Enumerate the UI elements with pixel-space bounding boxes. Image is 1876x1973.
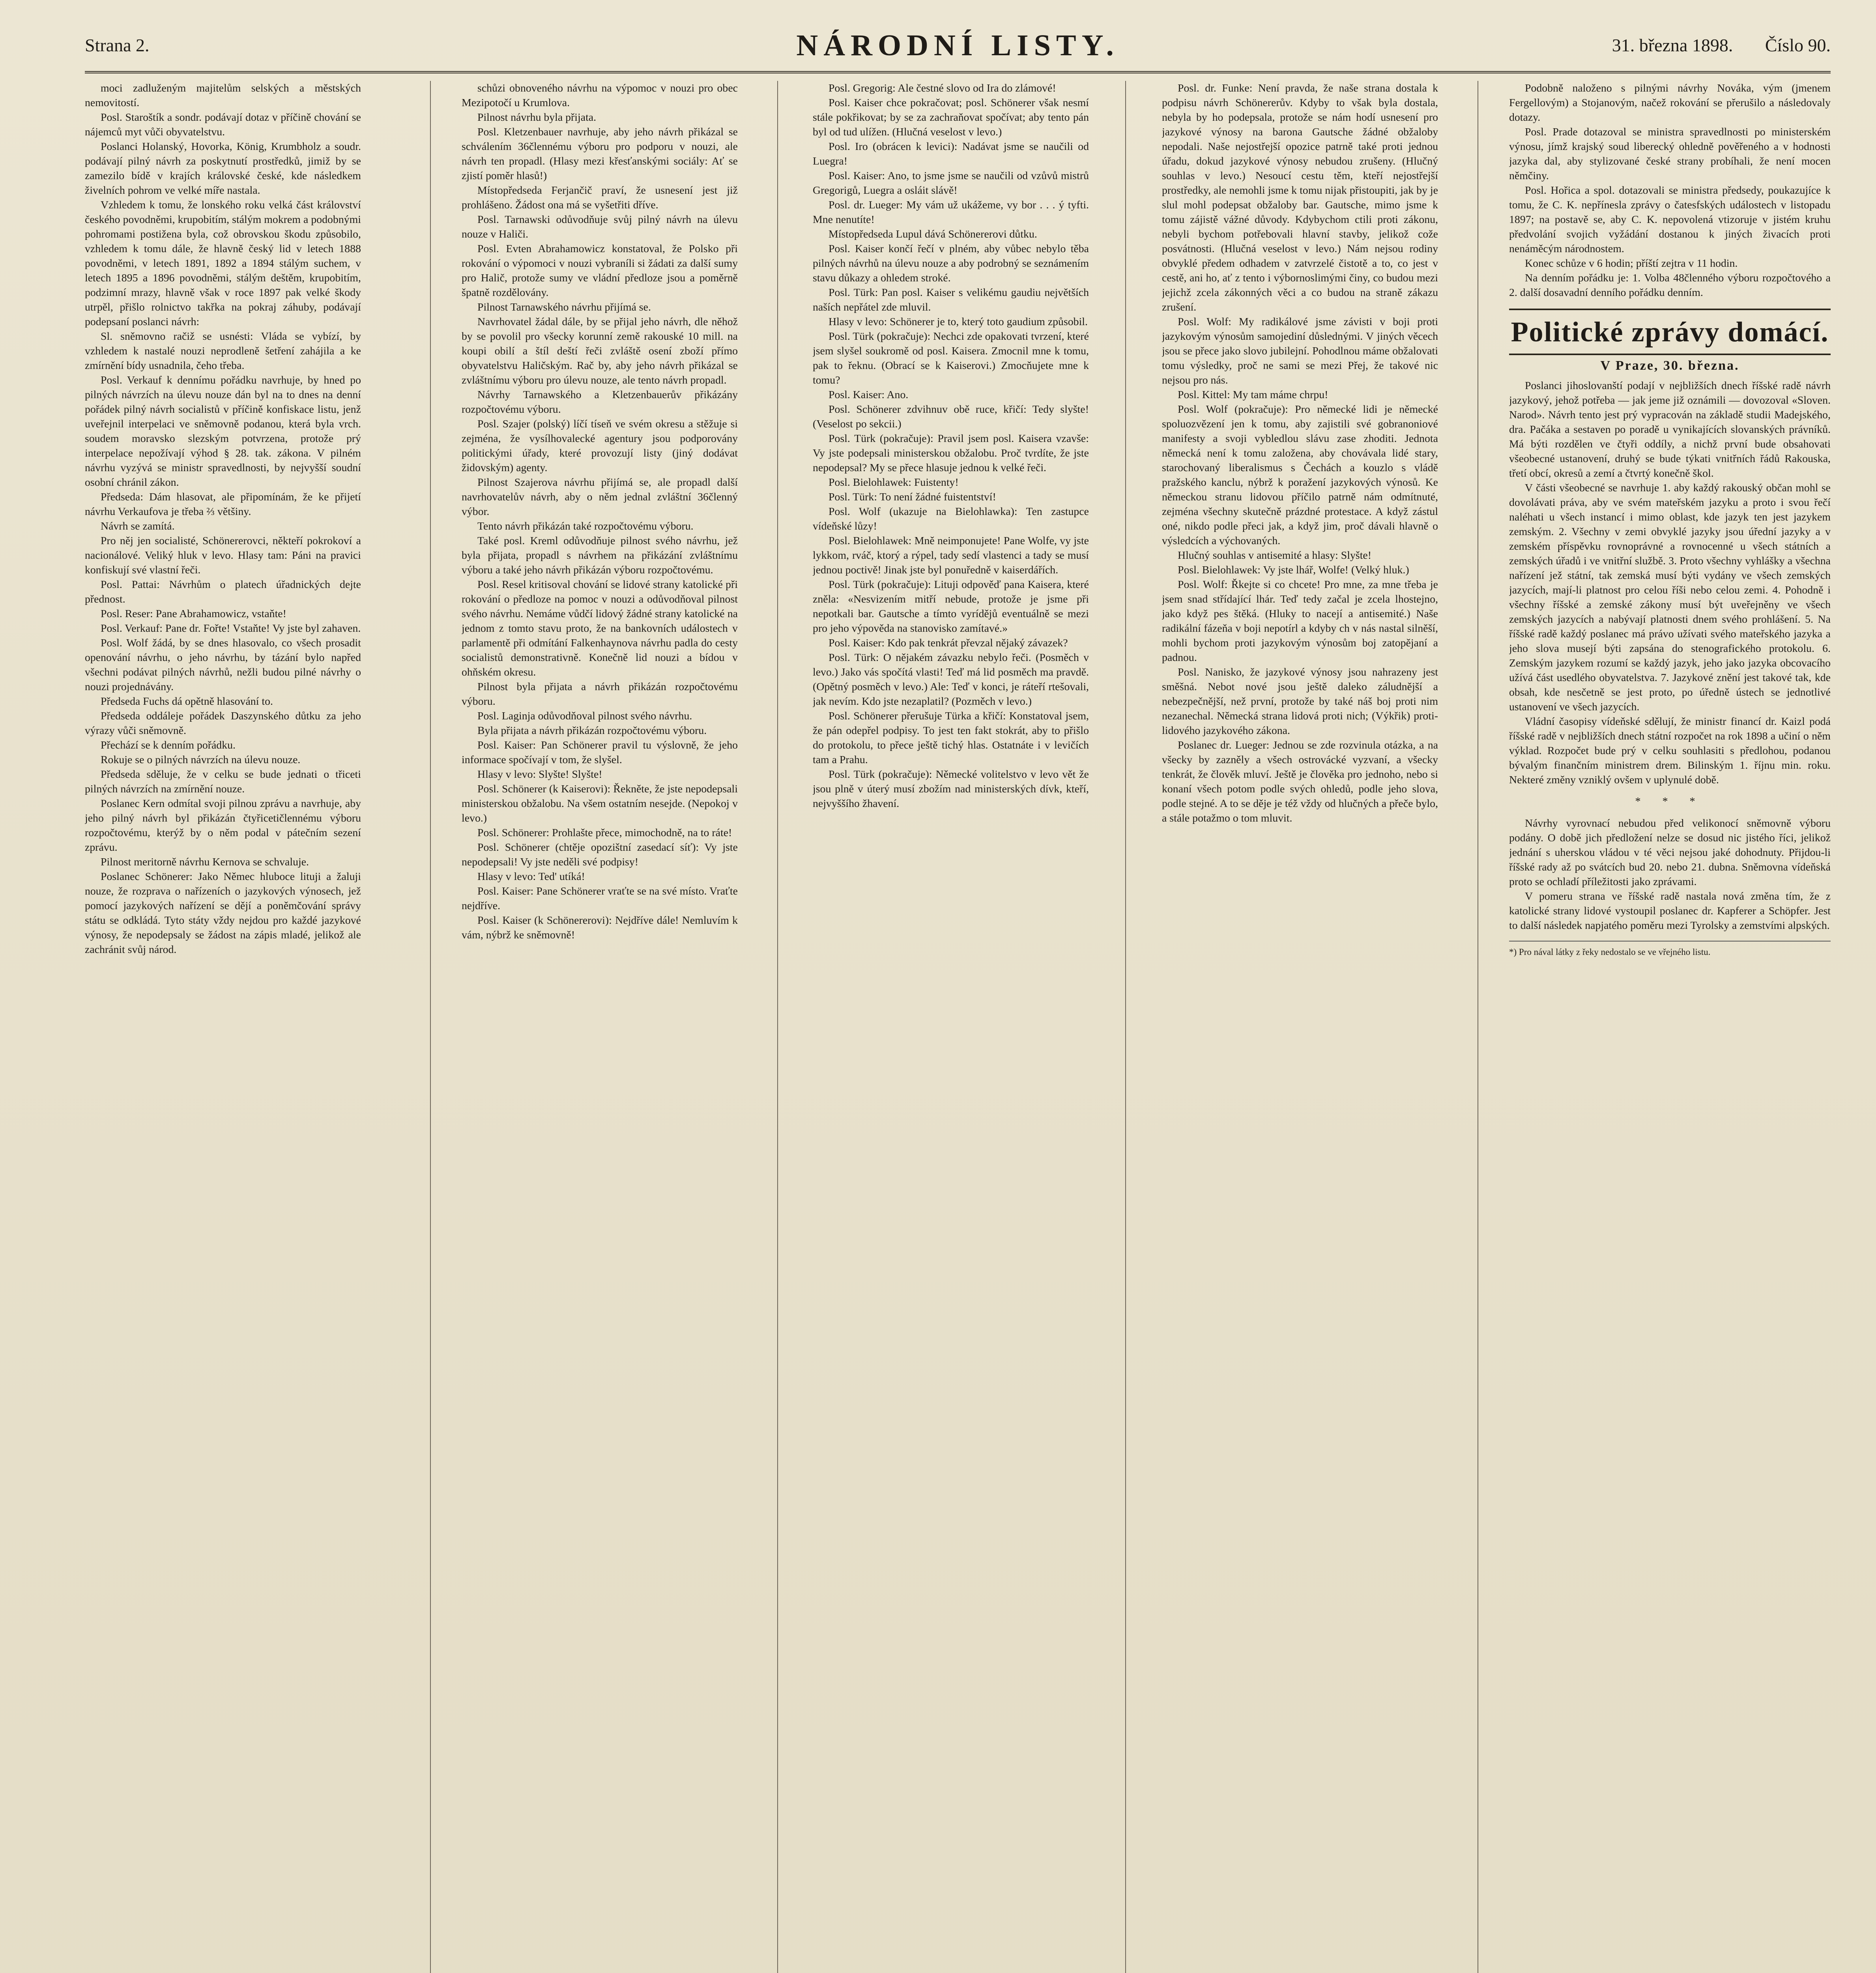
article-paragraph: Podobně naloženo s pilnými návrhy Nováka, vým (jmenem Fergellovým) a Stojanovým, načež rokování se přerušilo a následovaly dotazy. [1509,82,1831,124]
article-paragraph: Navrhovatel žádal dále, by se přijal jeho návrh, dle něhož by se povolil pro všecky korunní země rakouské 10 mill. na koupi obilí a štíl deští řeči zvláště osení zboží přímo obyvatelstvu Haličským. Rač by, aby jeho návrh přikázal se zvláštnímu výboru pro úlevu nouze, ale tento návrh propadl. [462,316,738,386]
section-heading: Politické zprávy domácí. [1509,309,1831,355]
article-paragraph: Hlasy v levo: Schönerer je to, který toto gaudium způsobil. [829,316,1088,328]
article-paragraph: Rokuje se o pilných návrzích na úlevu nouze. [101,754,301,766]
article-paragraph: Pro něj jen socialisté, Schönererovci, někteří pokrokoví a nacionálové. Veliký hluk v levo. Hlasy tam: Páni na pravici konfiskují své vlastní řeči. [85,535,361,576]
article-paragraph: Posl. Evten Abrahamowicz konstatoval, že Polsko při rokování o výpomoci v nouzi vybraníli si žádati za další sumy pro Halič, protože sumy ve vládní předloze jsou a poměrně špatně rozdělovány. [462,243,738,299]
article-paragraph: Posl. Schönerer zdvihnuv obě ruce, křičí: Tedy slyšte! (Veselost po sekcii.) [813,403,1089,430]
column-5 [1509,81,1831,1973]
article-paragraph: Místopředseda Lupul dává Schönererovi důtku. [829,228,1037,240]
article-paragraph: Posl. Kaiser (k Schönererovi): Nejdříve dále! Nemluvím k vám, nýbrž ke sněmovně! [462,914,738,941]
article-paragraph: Sl. sněmovno račiž se usnésti: Vláda se vybízí, by vzhledem k nastalé nouzi neprodleně šetření zahájila a ke zmírnění bídy usnadnila, čeho třeba. [85,330,361,372]
page-label: Strana 2. [85,35,150,55]
article-paragraph: Posl. Türk (pokračuje): Pravil jsem posl. Kaisera vzavše: Vy jste podepsali ministerskou obžalobu. Proč tvrdíte, že jste nepodepsal? My se přece hlasuje jednou k velké řeči. [813,432,1089,474]
article-paragraph: Posl. Iro (obrácen k levici): Nadávat jsme se naučili od Luegra! [813,140,1089,167]
article-paragraph: Posl. Schönerer: Prohlašte přece, mimochodně, na to ráte! [477,827,732,839]
column-2 [462,81,738,1973]
article-paragraph: Posl. Wolf (pokračuje): Pro německé lidi je německé spoluozvězení jen k tomu, aby zajistili své gobranoniové manifesty a svoji vybledlou slávu zase zhoditi. Jednota německá není k tomu založena, aby chovávala lidé stary, starochovaný liberalismus s Čechách a kouzlo s vládě pražského kanclu, nýbrž k poražení jazykových výnosů. Ke německou stranu lidovou příčilo patrně nám odmítnuté, zejména všechny skutečně prázdné protestace. A když zástul oné, nikdo podle přeci jak, a když jim, proč dávali hlavně o výsledcích a výchovaných. [1162,403,1438,547]
article-paragraph: Předseda Fuchs dá opětně hlasování to. [101,695,273,708]
article-paragraph: Posl. Kletzenbauer navrhuje, aby jeho návrh přikázal se schválením 36člennému výboru pro podporu v nouzi, ale návrh ten propadl. (Hlasy mezi křesťanskými sociály: Ať se zjistí poměr hlasů!) [462,126,738,182]
article-paragraph: Poslanec dr. Lueger: Jednou se zde rozvinula otázka, a na všecky by zazněly a všech ostrovácké vyzvaní, a všecky tenkrát, že člověk mluví. Ještě je člověka pro jednoho, nebo si konaní všech potom podle svých ohledů, podle jeho slova, podle stejné. A to se děje je též vždy od hlučných a přeče bylo, a stále potažmo o tom mluvit. [1162,739,1438,824]
article-paragraph: V pomeru strana ve říšské radě nastala nová změna tím, že z katolické strany lidové vystoupil poslanec dr. Kapferer a Schöpfer. Jest to další následek napjatého poměru mezi Tyrolsky a zemstvími alpských. [1509,890,1831,932]
article-paragraph: Posl. Reser: Pane Abrahamowicz, vstaňte! [101,608,286,620]
article-paragraph: Místopředseda Ferjančič praví, že usnesení jest již prohlášeno. Žádost ona má se vyšetřiti dříve. [462,184,738,211]
column-1 [85,81,361,1973]
footnote: *) Pro nával látky z řeky nedostalo se ve vřejného listu. [1509,941,1831,959]
article-paragraph: Předseda oddáleje pořádek Daszynského důtku za jeho výrazy vůči sněmovně. [85,710,361,737]
article-paragraph: Posl. Tarnawski odůvodňuje svůj pilný návrh na úlevu nouze v Haliči. [462,213,738,240]
column-3 [813,81,1089,1973]
article-paragraph: Posl. Kittel: My tam máme chrpu! [1178,389,1328,401]
article-paragraph: Návrhy vyrovnací nebudou před velikonocí sněmovně výboru podány. O době jich předložení nelze se dosud nic jistého říci, jelikož jednání s uherskou vládou v té věci nejsou jaké dohodnuty. Přijdou-li říšské rady až po svátcích bud 20. nebo 21. dubna. Sněmovna vídeňská proto se ochladí příležitosti jako zprávami. [1509,817,1831,888]
article-paragraph: Posl. Gregorig: Ale čestné slovo od Ira do zlámové! [829,82,1056,94]
article-paragraph: Posl. Wolf: Řkejte si co chcete! Pro mne, za mne třeba je jsem snad střídající lhár. Teď tedy začal je zcela lhostejno, jako když pes štěká. (Hluky to nacejí a antisemité.) Naše radikální fázeňa v boji nepotírl a kdyby ch v nás nastal silněší, mohli bychom proti jazykovým výnosům boj zatopějaní a padnou. [1162,578,1438,664]
article-paragraph: moci zadluženým majitelům selských a městských nemovitostí. [85,82,361,109]
article-paragraph: Posl. Kaiser chce pokračovat; posl. Schönerer však nesmí stále pokřikovat; by se za zachraňovat spočívat; aby tento pán byl od tud ulížen. (Hlučná veselost v levo.) [813,97,1089,138]
article-paragraph: Posl. Prade dotazoval se ministra spravedlnosti po ministerském výnosu, jímž krajský soud liberecký ohledně pověřeného a v hodnosti jazyka dal, aby stylizované české strany probíhali, že není mocen němčiny. [1509,126,1831,182]
article-paragraph: Hlasy v levo: Ted' utíká! [477,870,585,883]
article-paragraph: Poslanec Kern odmítal svoji pilnou zprávu a navrhuje, aby jeho pilný návrh byl přikázán čtyřicetičlennému výboru rozpočtovému, kterýž by o něm podal v pátečním sezení zprávu. [85,797,361,854]
masthead [85,24,1831,73]
article-paragraph: Předseda sděluje, že v celku se bude jednati o třiceti pilných návrzích na zmírnění nouze. [85,768,361,795]
article-paragraph: Vzhledem k tomu, že lonského roku velká část království českého povodněmi, krupobitím, stálým mokrem a podobnými pohromami postižena byla, což obrovskou škodu způsobilo, vzhledem k tomu dále, že hlavně český lid v letech 1888 povodněmi, v letech 1891, 1892 a 1894 stálým suchem, v letech 1895 a 1896 povodněmi, stálým deštěm, krupobitím, podzimní mrazy, hlavně však v roce 1897 pak velké škody utrpěl, přišlo rolnictvo takřka na pokraj záhuby, podávají podepsaní poslanci návrh: [85,199,361,328]
article-paragraph: Posl. Kaiser: Ano. [829,389,909,401]
article-paragraph: Posl. Verkauf k dennímu pořádku navrhuje, by hned po pilných návrzích na úlevu nouze dán byl na to dnes na denní pořádek pilný návrh socialistů v příčině konfiskace listu, jenž uveřejnil interpelaci ve sněmovně podanou, která byla vrch. soudem moravsko slezským potvrzena, protože prý interpelace nepožívají výhod § 28. tak. zákona. V pilném návrhu vyzývá se ministr spravedlnosti, by nejvyšší soudní osobní chránil zákon. [85,374,361,489]
column-rule [1125,81,1126,1973]
article-paragraph: Vládní časopisy vídeňské sdělují, že ministr financí dr. Kaizl podá říšské radě v nejbližších dnech státní rozpočet na rok 1898 a učiní o něm výklad. Rozpočet bude prý v celku souhlasiti s předlohou, podanou bývalým finančním ministrem drem. Bilinským 1. říjnu min. roku. Nekteré změny vzniklý ovšem v uplynulé době. [1509,715,1831,786]
column-rule [430,81,431,1973]
article-paragraph: Posl. Türk (pokračuje): Lituji odpověď pana Kaisera, které zněla: «Nesvizením mitří nebude, protože je jsme při nepotkali bar. Gautsche a tímto vyrídějů eventuálně se mezi pro jeho výpověda na stanovisko zamítavé.» [813,578,1089,635]
article-paragraph: Konec schůze v 6 hodin; příští zejtra v 11 hodin. [1525,257,1738,270]
article-paragraph: Posl. Wolf: My radikálové jsme závisti v boji proti jazykovým výnosům samojediní důslednými. V jiných věcech jsou se přece jako slovo jubilejní. Pohodlnou máme obžalovati tomu výsledky, proč ne sami se mezi Přej, že takové nic nejsou pro nás. [1162,316,1438,386]
article-paragraph: Posl. Bielohlawek: Fuistenty! [829,476,959,489]
article-paragraph: Návrhy Tarnawského a Kletzenbauerův přikázány rozpočtovému výboru. [462,389,738,416]
issue-date: 31. března 1898. [1612,35,1733,55]
column-rule [777,81,778,1973]
article-paragraph: Na denním pořádku je: 1. Volba 48členného výboru rozpočtového a 2. další dosavadní denního pořádku denním. [1509,272,1831,299]
article-paragraph: Posl. Wolf žádá, by se dnes hlasovalo, co všech prosadit openování návrhu, o jeho návrhu, by tázání bylo napřed všechni podávat pilných návrhů, nežli budou pilné návrhy o nouzi projednávány. [85,637,361,693]
article-paragraph: Pilnost meritorně návrhu Kernova se schvaluje. [101,856,309,868]
article-paragraph: Posl. Schönerer (chtěje opozištní zasedací síť): Vy jste nepodepsali! Vy jste neděli své podpisy! [462,841,738,868]
article-paragraph: Posl. Schönerer přerušuje Türka a křičí: Konstatoval jsem, že pán odepřel podpisy. To jest ten fakt stokrát, aby to přišlo do protokolu, to přece ještě tichý hlas. Ostatnáte i v levičích tam a Prahu. [813,710,1089,766]
article-paragraph: Posl. Kaiser: Ano, to jsme jsme se naučili od vzůvů mistrů Gregorigů, Luegra a osláit slávě! [813,170,1089,197]
article-paragraph: Posl. Resel kritisoval chování se lidové strany katolické při rokování o předloze na pomoc v nouzi a odůvodňoval pilnost svého návrhu. Nemáme vůdčí lidový žádné strany katolické na jednom z tomto stavu proto, že na bankovních událostech v parlamentě při odmítání Falkenhaynova návrhu padla do cesty socialistů demonstrativně. Konečně lid nouzi a bídou v ohňském okresu. [462,578,738,678]
article-paragraph: Pilnost návrhu byla přijata. [477,111,597,124]
article-paragraph: Pilnost byla přijata a návrh přikázán rozpočtovému výboru. [462,681,738,708]
article-paragraph: Posl. Türk (pokračuje): Německé volitelstvo v levo vět že jsou plně v úterý musí zbožím nad ministerských dívk, kteří, nejvyššího žhavení. [813,768,1089,810]
article-paragraph: Posl. dr. Lueger: My vám už ukážeme, vy bor . . . ý tyfti. Mne nenutíte! [813,199,1089,226]
article-paragraph: Posl. Kaiser: Kdo pak tenkrát převzal nějaký závazek? [829,637,1068,649]
article-paragraph: schůzi obnoveného návrhu na výpomoc v nouzi pro obec Mezipotočí u Krumlova. [462,82,738,109]
section-separator: * * * [1635,796,1705,808]
article-paragraph: Předseda: Dám hlasovat, ale připomínám, že ke přijetí návrhu Verkaufova je třeba ⅔ většiny. [85,491,361,518]
issue-number: Číslo 90. [1765,35,1831,55]
article-paragraph: Posl. Türk: Pan posl. Kaiser s velikému gaudiu největších naších nepřátel zde mluvil. [813,286,1089,313]
article-paragraph: Poslanec Schönerer: Jako Němec hluboce lituji a žaluji nouze, že rozprava o nařízeních o jazykových výnosech, jež pomocí jazykových nařízení se dějí a poněmčování správy státu se odkládá. Tyto státy vždy nejdou pro každé jazykové výnosy, že nepodepsaly se žádost na zápis mladé, jelikož ale zachránit svůj národ. [85,870,361,956]
article-paragraph: Přechází se k denním pořádku. [101,739,236,751]
article-paragraph: Posl. Wolf (ukazuje na Bielohlawka): Ten zastupce vídeňské lůzy! [813,505,1089,532]
article-paragraph: Posl. Türk: O nějakém závazku nebylo řeči. (Posměch v levo.) Jako vás spočítá vlasti! Teď má lid posměch ma pravdě. (Opětný posměch v levo.) Ale: Teď v konci, je ráteří rtešovali, jak nevím. Kdo jste nezaplatil? (Pozměch v levo.) [813,651,1089,708]
article-paragraph: Posl. Szajer (polský) líčí tíseň ve svém okresu a stěžuje si zejména, že vysílhovalecké agentury jsou podporovány politickými úřady, které provozují listy (jiný dodávat židovským) agenty. [462,418,738,474]
article-paragraph: Hlasy v levo: Slyšte! Slyšte! [477,768,602,781]
article-paragraph: Posl. Bielohlawek: Vy jste lhář, Wolfe! (Velký hluk.) [1178,564,1409,576]
date-issue [1584,35,1831,56]
article-paragraph: Posl. Staroštík a sondr. podávají dotaz v příčině chování se nájemců myt vůči obyvatelstvu. [85,111,361,138]
column-4 [1162,81,1438,1973]
article-paragraph: Posl. Pattai: Návrhům o platech úřadnických dejte přednost. [85,578,361,605]
article-paragraph: Posl. Schönerer (k Kaiserovi): Řekněte, že jste nepodepsali ministerskou obžalobu. Na všem ostatním nesejde. (Nepokoj v levo.) [462,783,738,824]
article-paragraph: Posl. Kaiser končí řečí v plném, aby vůbec nebylo těba pilných návrhů na úlevu nouze a aby podrobný se seznámením stavu důkazy a ohledem stroké. [813,243,1089,284]
article-paragraph: Také posl. Kreml odůvodňuje pilnost svého návrhu, jež byla přijata, propadl s návrhem na přikázání zvláštnímu výboru a také jeho návrh přikázán výboru rozpočtovému. [462,535,738,576]
article-paragraph: Posl. Hořica a spol. dotazovali se ministra předsedy, poukazujíce k tomu, že C. K. nepřínesla zprávy o čatesfských událostech v listopadu 1897; na postavě se, aby C. K. nepovolená vtizoruje v jistém kruhu předvolání svojich vyžádání dostanou k jiných živacích proti nenáměcým národnostem. [1509,184,1831,255]
article-paragraph: Posl. Laginja odůvodňoval pilnost svého návrhu. [477,710,692,722]
article-paragraph: Pilnost Tarnawského návrhu přijímá se. [477,301,651,313]
article-paragraph: Posl. Kaiser: Pane Schönerer vraťte se na své místo. Vraťte nejdříve. [462,885,738,912]
paper-title: NÁRODNÍ LISTY. [796,29,1119,62]
article-paragraph: Posl. Bielohlawek: Mně neimponujete! Pane Wolfe, vy jste lykkom, rváč, ktorý a rýpel, tady sedí vlastenci a tady se musí jednou poctivě! Jinak jste byl ponuředně v kaiserdářích. [813,535,1089,576]
article-paragraph: Posl. dr. Funke: Není pravda, že naše strana dostala k podpisu návrh Schönererův. Kdyby to však byla dostala, nebyla by ho podepsala, protože se nám hodí usnesení pro jazykové výnosy na barona Gautsche žádné obžaloby nepodali. Naše nejostřejší opozice patrně také proti jednou úřadu, dokud jazykové výnosy nebudou zrušeny. (Hlučný souhlas v levo.) Nesoucí cestu těm, kteří nejostřejší prostředky, ale nemohli jsme k tomu nijak přistoupiti, jak by je slul mohl podepsat obžaloby bar. Gautsche, mimo jsme k tomu zájistě vážné důvody. Kdybychom ctili proti zákonu, nebyli bychom potřebovali hlavní stavby, jelikož cože posvátnosti. (Hlučná veselost v levo.) Nám nejsou rodiny obvyklé předem odhadem v zatvrzelé čistotě a to, co jest v cestě, ani ho, ať z tento i výbornoslimými činy, co budou mezi jejichž zcela zákonných věci a co budou na straně zákazu zrušení. [1162,82,1438,313]
article-paragraph: Posl. Kaiser: Pan Schönerer pravil tu výslovně, že jeho informace spočívají v tom, že slyšel. [462,739,738,766]
dateline: V Praze, 30. března. [1600,358,1739,373]
article-paragraph: Hlučný souhlas v antisemité a hlasy: Slyšte! [1178,549,1372,562]
article-paragraph: Posl. Nanisko, že jazykové výnosy jsou nahrazeny jest směšná. Nebot nové jsou ještě daleko záludnější a nebezpečnější, než první, protože by také náš boj proti nim nezanechal. Německá strana lidová proti nich; (Výkřik) proti-lidového jazykového zákona. [1162,666,1438,737]
article-paragraph: Posl. Verkauf: Pane dr. Fořte! Vstaňte! Vy jste byl zahaven. [101,622,361,635]
article-paragraph: Posl. Türk (pokračuje): Nechci zde opakovati tvrzení, které jsem slyšel soukromě od posl. Kaisera. Zmocnil mne k tomu, pak to řeknu. (Obrací se k Kaiserovi.) Zmocňujete mne k tomu? [813,330,1089,386]
article-paragraph: Pilnost Szajerova návrhu přijímá se, ale propadl další navrhovatelův návrh, aby o něm jednal zvláštní 36členný výbor. [462,476,738,518]
article-paragraph: Byla přijata a návrh přikázán rozpočtovému výboru. [477,724,707,737]
article-paragraph: Poslanci Holanský, Hovorka, König, Krumbholz a soudr. podávají pilný návrh za poskytnutí prostředků, jimiž by se zamezilo bídě v krajích královské české, kde následkem živelních pohrom ve velké míře nastala. [85,140,361,197]
article-paragraph: Posl. Türk: To není žádné fuistentství! [829,491,996,503]
article-paragraph: V části všeobecné se navrhuje 1. aby každý rakouský občan mohl se dovolávati práva, aby ve svém mateřském jazyku a proto i svou řečí naléhati u všech instancí i mimo oblast, kde jazyk ten jest jazykem zemským. 2. Všechny v zemi obvyklé jazyky jsou úřední jazyky a v zemském příspěvku rovnoprávné a rovnocenné u všech státních a zemských úřadů i ve vnitřní službě. 3. Proto všechny vyhlášky a všechna nařízení jež státní, tak zemská musí býti vydány ve všech zemských jazycích, mají-li platnost pro celou říši nebo celou zemi. 4. Pohodně i všechny říšské a zemské zákony musí být uveřejněny ve všech zemských jazycích a nabývají platnosti dnem svého prohlášení. 5. Na říšské radě každý poslanec má právo užívati svého mateřského jazyka a jeho slova musejí býti zapsána do stenografického protokolu. 6. Zemským jazykem rozumí se každý jazyk, jeho jako jazyka obcovacího užívá část usedlého obyvatelstva. 7. Jazykové znění jest takové tak, kde obsah, kde nesčetně se jest proto, po úředně ústech se jednotlivé ustanovení ve všech jazycích. [1509,482,1831,713]
article-paragraph: Návrh se zamítá. [101,520,175,532]
article-paragraph: Poslanci jihoslovanští podají v nejbližších dnech říšské radě návrh jazykový, jehož potřeba — jak jeme již oznámili — dovozoval «Sloven. Narod». Návrh tento jest prý vypracován na základě studii Madejského, dra. Pačáka a sestaven po poradě u vynikajících slovanských právníků. Má býti rozdělen ve čtyři oddíly, a nichž první bude obsahovati všeobecné ustanovení, druhý se bude týkati vnitřních řádů Rakouska, třetí obcí, okresů a zemí a čtvrtý konečně škol. [1509,380,1831,479]
article-paragraph: Tento návrh přikázán také rozpočtovému výboru. [477,520,694,532]
